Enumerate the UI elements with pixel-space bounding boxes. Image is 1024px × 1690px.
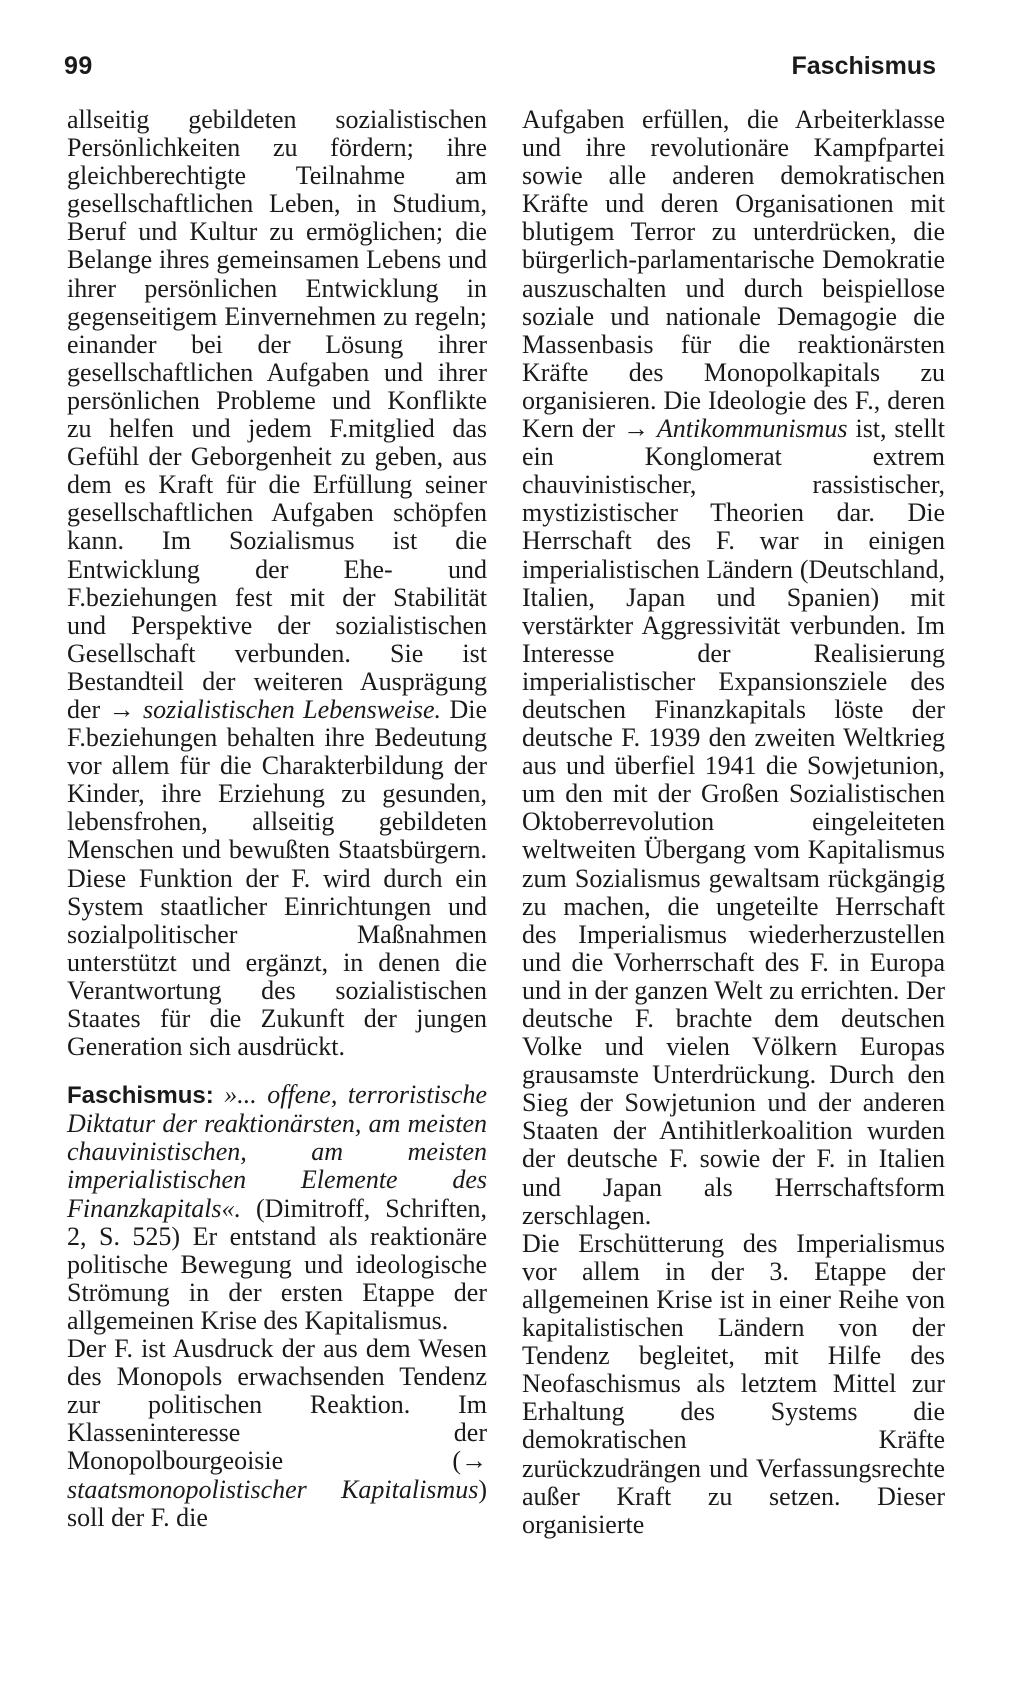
paragraph-neofascism: Die Erschütterung des Imperialismus vor allem in der 3. Etappe der allgemeinen Krise ist in einer Reihe von kapitalistischen Ländern von der Tendenz begleitet, mit Hilfe des Neofaschismus als letztem Mittel zur Erhaltung des Systems die demokratischen Kräfte zurückzudrängen und Verfassungsrechte außer Kraft zu setzen. Dieser organisierte — [522, 1228, 945, 1539]
entry-headword: Faschismus: — [67, 1082, 214, 1110]
paragraph-family — [67, 106, 487, 1061]
definition-quote: »... offene, terroristische Diktatur der reaktionärsten, am meisten chauvinistischen, am meisten imperialistischen Elemente des Finanzkapitals«. — [67, 1080, 488, 1223]
paragraph-text: ist, stellt ein Konglomerat extrem chauvinistischer, rassistischer, mystizistischer Theorien dar. Die Herrschaft des F. war in einigen imperialistischen Ländern (Deutschland, Italien, Japan und Spanien) mit verstärkter Aggressivität verbunden. Im Interesse der Realisierung imperialistischer Expansionsziele des deutschen Finanzkapitals löste der deutsche F. 1939 den zweiten Weltkrieg aus und überfiel 1941 die Sowjetunion, um den mit der Großen Sozialistischen Oktoberrevolution eingeleiteten weltweiten Übergang vom Kapitalismus zum Sozialismus gewaltsam rückgängig zu machen, die ungeteilte Herrschaft des Imperialismus wiederherzustellen und die Vorherrschaft des F. in Europa und in der ganzen Welt zu errichten. Der deutsche F. brachte dem deutschen Volke und vielen Völkern Europas grausamste Unterdrückung. Durch den Sieg der Sowjetunion und der anderen Staaten der Antihitlerkoalition wurden der deutsche F. sowie der F. in Italien und Japan als Herrschaftsform zerschlagen. — [522, 414, 945, 1230]
paragraph-text: Die F.beziehungen behalten ihre Bedeutung vor allem für die Charakterbildung der Kinder, ihre Erziehung zu gesunden, lebensfrohen, allseitig gebildeten Menschen und bewußten Staatsbürgern. Diese Funktion der F. wird durch ein System staatlicher Einrichtungen und sozialpolitischer Maßnahmen unterstützt und ergänzt, in denen die Verantwortung des sozialistischen Staates für die Zukunft der jungen Generation sich ausdrückt. — [67, 694, 488, 1062]
left-column — [67, 106, 487, 1532]
cross-reference-link[interactable]: sozialistischen Lebensweise. — [143, 694, 442, 724]
paragraph-text: ) soll der F. die — [67, 1474, 487, 1532]
quote-source: (Dimitroff, Schriften, 2, S. 525) Er entstand als reaktionäre politische Bewegung und ideologische Strömung in der ersten Etappe der allgemeinen Krise des Kapitalismus. — [67, 1193, 488, 1335]
paragraph-text: Der F. ist Ausdruck der aus dem Wesen des Monopols erwachsenden Tendenz zur politischen Reaktion. Im Klasseninteresse der Monopolbourgeoisie (→ — [67, 1334, 487, 1476]
paragraph-expression — [67, 1335, 487, 1532]
running-head: Faschismus — [791, 52, 936, 80]
paragraph-text: allseitig gebildeten sozialistischen Persönlichkeiten zu fördern; ihre gleichberechtigte Teilnahme am gesellschaftlichen Leben, in Studium, Beruf und Kultur zu ermöglichen; die Belange ihres gemeinsamen Lebens und ihrer persönlichen Entwicklung in gegenseitigem Einvernehmen zu regeln; einander bei der Lösung ihrer gesellschaftlichen Aufgaben und ihrer persönlichen Probleme und Konflikte zu helfen und jedem F.mitglied das Gefühl der Geborgenheit zu geben, aus dem es Kraft für die Erfüllung seiner gesellschaftlichen Aufgaben schöpfen kann. Im Sozialismus ist die Entwicklung der Ehe- und F.beziehungen fest mit der Stabilität und Perspektive der sozialistischen Gesellschaft verbunden. Sie ist Bestandteil der weiteren Ausprägung der → — [67, 105, 487, 724]
paragraph-text: Aufgaben erfüllen, die Arbeiterklasse und ihre revolutionäre Kampfpartei sowie alle anderen demokratischen Kräfte und deren Organisationen mit blutigem Terror zu unterdrücken, die bürgerlich-parlamentarische Demokratie auszuschalten und durch beispiellose soziale und nationale Demagogie die Massenbasis für die reaktionärsten Kräfte des Monopolkapitals zu organisieren. Die Ideologie des F., deren Kern der → — [522, 105, 945, 444]
right-column — [522, 106, 945, 1539]
cross-reference-link[interactable]: staatsmonopolistischer Kapitalismus — [67, 1474, 479, 1504]
paragraph-tasks — [522, 106, 945, 1230]
cross-reference-link[interactable]: Antikommunismus — [656, 414, 848, 444]
entry-faschismus — [67, 1081, 487, 1335]
page-number: 99 — [64, 52, 93, 80]
